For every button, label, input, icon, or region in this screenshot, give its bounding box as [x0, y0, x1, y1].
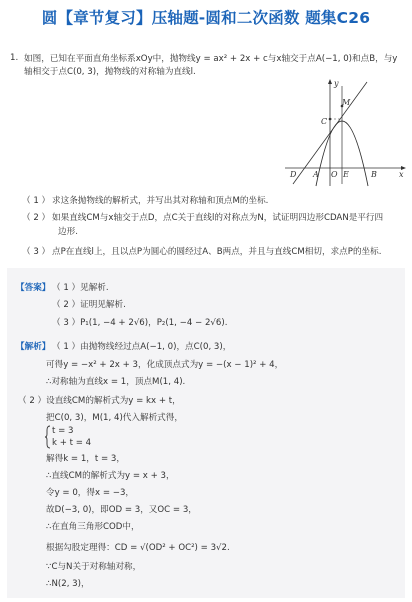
analysis-line-13: 根据勾股定理得：CD = √(OD² + OC²) = 3√2. — [46, 543, 230, 553]
analysis-line-15: ∴N(2, 3)， — [46, 579, 90, 589]
part-3-text: 点P在直线l上，且以点P为圆心的圆经过A、B两点，并且与直线CM相切，求点P的坐标. — [52, 247, 382, 257]
part-2-label: （ 2 ） — [22, 213, 51, 223]
analysis-line-8: 解得k = 1，t = 3， — [46, 454, 125, 464]
part-3-label: （ 3 ） — [22, 247, 51, 257]
analysis-line-5: 把C(0, 3)，M(1, 4)代入解析式得， — [46, 413, 183, 423]
answer-line-2: （ 2 ）证明见解析. — [52, 300, 126, 310]
analysis-line-10: 令y = 0，得x = −3， — [46, 488, 135, 498]
equation-2: k + t = 4 — [52, 438, 92, 448]
analysis-line-9: ∴直线CM的解析式为y = x + 3， — [46, 471, 175, 481]
part-1-text: 求这条抛物线的解析式，并写出其对称轴和顶点M的坐标. — [52, 196, 269, 206]
analysis-line-11: 故D(−3, 0)，即OD = 3，又OC = 3， — [46, 505, 197, 515]
y-axis-arrow — [328, 79, 332, 84]
label-c: C — [321, 117, 328, 126]
analysis-line-4: （ 2 ）设直线CM的解析式为y = kx + t， — [18, 396, 181, 406]
label-b: B — [371, 170, 377, 179]
label-a: A — [313, 170, 319, 179]
point-c — [329, 118, 332, 121]
answer-line-1: （ 1 ）见解析. — [52, 283, 109, 293]
label-o: O — [331, 170, 338, 179]
part-2-text: 如果直线CM与x轴交于点D，点C关于直线l的对称点为N，试证明四边形CDAN是平行四 — [52, 213, 384, 223]
answer-line-3: （ 3 ）P₁(1, −4 + 2√6)，P₂(1, −4 − 2√6). — [52, 318, 228, 328]
part-2-text-cont: 边形. — [58, 227, 78, 237]
problem-stem-line1: 如图，已知在平面直角坐标系xOy中，抛物线y = ax² + 2x + c与x轴交于点A(−1, 0)和点B，与y — [24, 54, 398, 64]
answer-tag: 【答案】 — [16, 283, 51, 293]
label-y: y — [334, 79, 339, 88]
brace-icon — [44, 425, 52, 449]
label-x: x — [399, 170, 404, 179]
equation-1: t = 3 — [52, 426, 74, 436]
analysis-line-1: （ 1 ）由抛物线经过点A(−1, 0)，点C(0, 3)， — [52, 342, 232, 352]
part-1-label: （ 1 ） — [22, 196, 51, 206]
page-title: 圆【章节复习】压轴题-圆和二次函数 题集C26 — [41, 9, 371, 27]
analysis-line-14: ∵C与N关于对称轴对称， — [46, 562, 142, 572]
analysis-line-12: ∴在直角三角形COD中， — [46, 522, 140, 532]
parabola-graph — [283, 76, 408, 188]
label-e: E — [343, 170, 349, 179]
analysis-tag: 【解析】 — [16, 342, 51, 352]
problem-stem-line2: 轴相交于点C(0, 3)，抛物线的对称轴为直线l. — [24, 67, 196, 77]
problem-number: 1. — [10, 53, 19, 63]
analysis-line-2: 可得y = −x² + 2x + 3，化成顶点式为y = −(x − 1)² + 4， — [46, 360, 284, 370]
label-d: D — [290, 170, 297, 179]
label-m: M — [342, 98, 351, 107]
analysis-line-3: ∴对称轴为直线x = 1，顶点M(1, 4). — [46, 377, 186, 387]
